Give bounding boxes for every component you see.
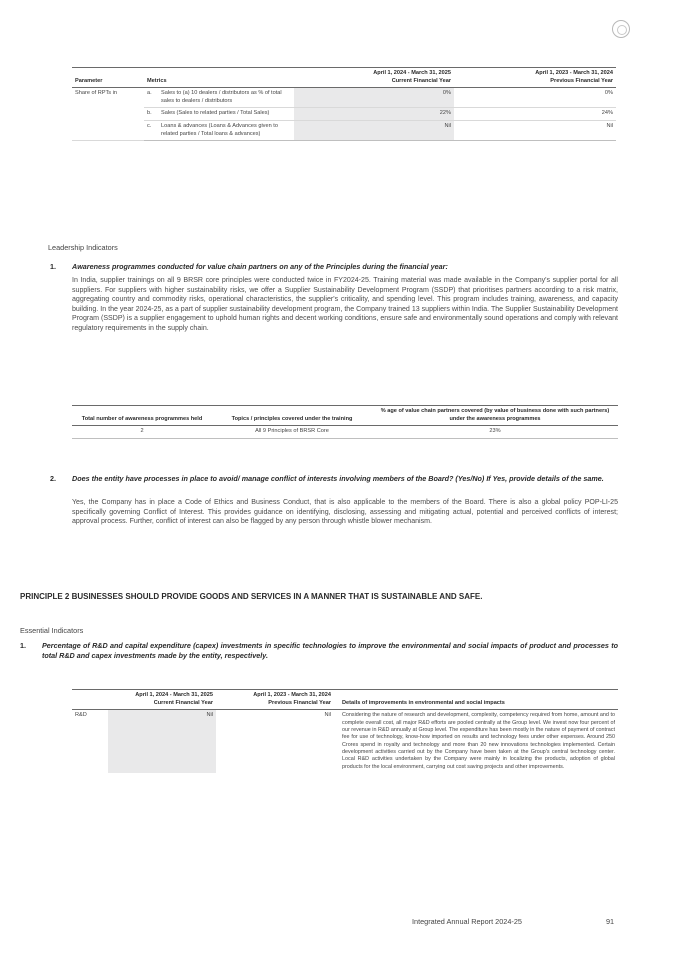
table-row xyxy=(72,710,618,773)
leadership-indicators-label: Leadership Indicators xyxy=(48,243,118,252)
row-label-cell: R&D xyxy=(75,712,87,719)
current-value-cell: Nil xyxy=(108,710,216,773)
question-number: 2. xyxy=(50,474,56,483)
column-header-current-year: April 1, 2024 - March 31, 2025 Current Financial Year xyxy=(135,692,213,706)
table-row xyxy=(72,120,616,140)
previous-value-cell: 24% xyxy=(454,108,616,121)
column-header-programmes-held: Total number of awareness programmes held xyxy=(81,415,203,422)
column-header-details: Details of improvements in environmental and social impacts xyxy=(342,699,505,706)
question-heading: Awareness programmes conducted for value chain partners on any of the Principles during the financial year: xyxy=(72,262,448,271)
question-number: 1. xyxy=(20,641,26,650)
answer-paragraph: Yes, the Company has in place a Code of Ethics and Business Conduct, that is also applicable to the members of the Board. There is also a global policy POP-LI-25 specifically governing Conflict of Interest. This provides guidance on identifying, disclosing, assessing and mitigating actual, potential and perceived conflicts of interest; approval process. Further, conflict of interest can also be flagged by any person through whistle blower mechanism. xyxy=(72,499,618,525)
column-header-parameter: Parameter xyxy=(75,77,103,84)
awareness-programmes-table xyxy=(72,405,618,439)
column-header-topics-covered: Topics / principles covered under the training xyxy=(231,415,353,422)
column-header-current-year: April 1, 2024 - March 31, 2025 Current Financial Year xyxy=(373,70,451,84)
essential-indicators-label: Essential Indicators xyxy=(20,626,84,635)
previous-value-cell: Nil xyxy=(324,712,331,719)
column-header-metrics: Metrics xyxy=(147,77,167,84)
question-heading: Percentage of R&D and capital expenditure (capex) investments in specific technologies to improve the environmental and social impacts of product and processes to total R&D and capex investments made by the entity, respectively. xyxy=(42,641,618,660)
question-number: 1. xyxy=(50,262,56,271)
table-row xyxy=(72,426,618,439)
footer-report-title: Integrated Annual Report 2024-25 xyxy=(412,917,522,926)
partners-covered-cell: 23% xyxy=(489,428,501,435)
metric-cell: b. Sales (Sales to related parties / Total Sales) xyxy=(144,108,294,121)
principle-heading: PRINCIPLE 2 BUSINESSES SHOULD PROVIDE GOODS AND SERVICES IN A MANNER THAT IS SUSTAINABLE AND SAFE. xyxy=(20,592,483,601)
table-row xyxy=(72,108,616,121)
previous-value-cell: Nil xyxy=(454,120,616,140)
topics-cell: All 9 Principles of BRSR Core xyxy=(255,428,329,435)
column-header-previous-year: April 1, 2023 - March 31, 2024 Previous Financial Year xyxy=(253,692,331,706)
rpt-share-table xyxy=(72,67,616,141)
page-number: 91 xyxy=(606,917,615,926)
rnd-capex-table xyxy=(72,689,618,773)
current-value-cell: Nil xyxy=(294,120,454,140)
question-heading: Does the entity have processes in place to avoid/ manage conflict of interests involving members of the Board? (Yes/No) If Yes, provide details of the same. xyxy=(72,474,604,483)
programmes-count-cell: 2 xyxy=(140,428,144,435)
column-header-previous-year: April 1, 2023 - March 31, 2024 Previous Financial Year xyxy=(535,70,613,84)
column-header-blank xyxy=(72,690,108,710)
column-header-partners-covered: % age of value chain partners covered (by value of business done with such partners) under the awareness programmes xyxy=(380,408,610,422)
current-value-cell: 22% xyxy=(294,108,454,121)
metric-cell: c. Loans & advances (Loans & Advances given to related parties / Total loans & advances) xyxy=(144,120,294,140)
previous-value-cell: 0% xyxy=(454,88,616,108)
current-value-cell: 0% xyxy=(294,88,454,108)
metric-cell: a. Sales to (a) 10 dealers / distributors as % of total sales to dealers / distributors xyxy=(144,88,294,108)
details-cell: Considering the nature of research and development, complexity, competency required from home, amount and to complete overall cost, all major R&D efforts are pooled centrally at the Group level. We invest now four percent of our revenue in R&D annually at Group level. The expenditure has been mostly in the nature of payment of contract fee for use of technology, know-how imported on results and technology fees under other expenses. Around 250 Crores spend in royalty and technology and more than 20 new innovations technologies implemented. Certain development activities carried out by the Company have been taken at the Group's central technology center. Local R&D activities undertaken by the Company were mainly in localizing the products, adoption of global products for the local environment, carrying out cost saving projects and other improvements. xyxy=(342,712,615,770)
table-row xyxy=(72,88,616,108)
parameter-cell: Share of RPTs in xyxy=(72,88,144,141)
answer-paragraph: In India, supplier trainings on all 9 BRSR core principles were conducted twice in FY2024-25. Training material was made available in the Company's supplier portal for all suppliers. For suppliers with higher sustainability risks, we offer a Supplier Sustainability Development Program (SSDP) that prioritises partners according to a risk matrix, aggregating country and commodity risks, operational characteristics, the supplier's criticality, and spending level. This program includes training, awareness, and capacity building. In the year 2024-25, as a part of supplier sustainability development program, the Company trained 13 suppliers within India. The Supplier Sustainability Development Program (SSDP) is a supplier engagement to uphold human rights and decent working conditions, ensure safe and environmentally sound operations and comply with relevant regulatory requirements in the supply chain. xyxy=(72,277,618,332)
leaf-logo-icon xyxy=(612,20,630,38)
